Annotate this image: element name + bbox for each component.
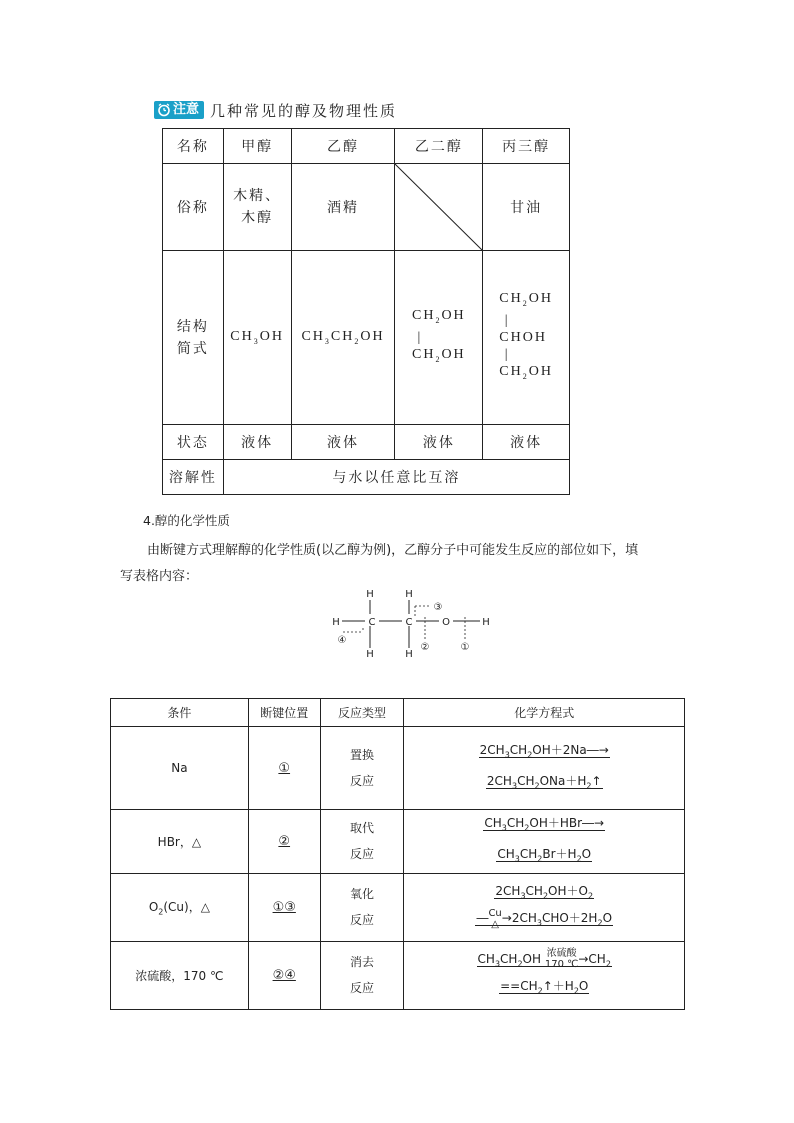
condition-cell: Na <box>111 727 249 810</box>
table-row <box>111 941 685 1009</box>
state-cell: 液体 <box>223 425 291 460</box>
atom-h: H <box>405 589 413 600</box>
header-cell: 化学方程式 <box>404 699 685 727</box>
state-cell: 液体 <box>483 425 570 460</box>
methanol-formula: $CH_3OH$ <box>223 251 291 425</box>
section-paragraph: 由断键方式理解醇的化学性质(以乙醇为例)，乙醇分子中可能发生反应的部位如下，填 <box>147 543 639 558</box>
bond-label: ② <box>420 642 430 653</box>
row-label: 俗称 <box>163 164 224 251</box>
reaction-type-cell: 氧化 反应 <box>320 873 404 941</box>
methanol-common-name: 木精、 木醇 <box>223 164 291 251</box>
alarm-clock-icon <box>157 103 171 117</box>
bond-label: ④ <box>337 635 347 646</box>
header-cell: 条件 <box>111 699 249 727</box>
diagonal-empty-cell <box>395 164 483 251</box>
note-header <box>154 100 397 120</box>
atom-h: H <box>332 617 340 628</box>
atom-h: H <box>366 649 374 660</box>
note-tag <box>154 101 204 119</box>
note-tag-label: 注意 <box>173 102 200 117</box>
ethanol-structure-diagram <box>325 584 500 664</box>
diagonal-line <box>395 164 483 251</box>
equation-cell: $CH_3CH_2OH$ 浓硫酸 170 $℃\to CH_2$ $==CH_2↑+H_2O$ <box>404 941 685 1009</box>
state-cell: 液体 <box>291 425 395 460</box>
header-cell: 丙三醇 <box>483 129 570 164</box>
header-cell: 反应类型 <box>320 699 404 727</box>
bond-cell: ② <box>248 810 320 874</box>
bond-cell: ① <box>248 727 320 810</box>
atom-h: H <box>405 649 413 660</box>
table-header-row <box>111 699 685 727</box>
row-label: 状态 <box>163 425 224 460</box>
table-row <box>111 873 685 941</box>
atom-h: H <box>482 617 490 628</box>
bond-label: ① <box>460 642 470 653</box>
reaction-type-cell: 消去 反应 <box>320 941 404 1009</box>
solubility-row <box>163 460 570 495</box>
reaction-table <box>110 698 685 1010</box>
table-header-row <box>163 129 570 164</box>
reaction-type-cell: 置换 反应 <box>320 727 404 810</box>
ethylene-glycol-formula: $CH_2OH$ | $CH_2OH$ <box>395 251 483 425</box>
state-row <box>163 425 570 460</box>
solubility-cell: 与水以任意比互溶 <box>223 460 569 495</box>
header-cell: 乙二醇 <box>395 129 483 164</box>
reaction-type-cell: 取代 反应 <box>320 810 404 874</box>
atom-o: O <box>442 617 450 628</box>
note-title: 几种常见的醇及物理性质 <box>210 101 398 120</box>
condition-cell: $O_2(Cu)$，△ <box>111 873 249 941</box>
atom-h: H <box>366 589 374 600</box>
row-label: 溶解性 <box>163 460 224 495</box>
row-label: 结构 简式 <box>163 251 224 425</box>
ethanol-formula: $CH_3CH_2OH$ <box>291 251 395 425</box>
table-row <box>111 727 685 810</box>
section-heading: 4.醇的化学性质 <box>143 513 230 528</box>
atom-c: C <box>368 617 376 628</box>
ethanol-common-name: 酒精 <box>291 164 395 251</box>
section-paragraph-cont: 写表格内容： <box>120 569 199 584</box>
header-cell: 断键位置 <box>248 699 320 727</box>
header-cell: 名称 <box>163 129 224 164</box>
table-row <box>111 810 685 874</box>
header-cell: 甲醇 <box>223 129 291 164</box>
condition-cell: HBr，△ <box>111 810 249 874</box>
condition-cell: 浓硫酸，170 ℃ <box>111 941 249 1009</box>
state-cell: 液体 <box>395 425 483 460</box>
bond-cell: ②④ <box>248 941 320 1009</box>
equation-cell: $2CH_3CH_2OH+2Na―\to$ $2CH_3CH_2ONa+H_2↑$ <box>404 727 685 810</box>
common-name-row <box>163 164 570 251</box>
glycerol-formula: $CH_2OH$ | CHOH | $CH_2OH$ <box>483 251 570 425</box>
atom-c: C <box>405 617 413 628</box>
alcohol-properties-table <box>162 128 570 495</box>
bond-cell: ①③ <box>248 873 320 941</box>
glycerol-common-name: 甘油 <box>483 164 570 251</box>
structure-row <box>163 251 570 425</box>
bond-label: ③ <box>433 602 443 613</box>
header-cell: 乙醇 <box>291 129 395 164</box>
equation-cell: $2CH_3CH_2OH+O_2$ ―Cu △ $\to 2CH_3CHO+2H_2O$ <box>404 873 685 941</box>
equation-cell: $CH_3CH_2OH+HBr―\to$ $CH_3CH_2Br+H_2O$ <box>404 810 685 874</box>
